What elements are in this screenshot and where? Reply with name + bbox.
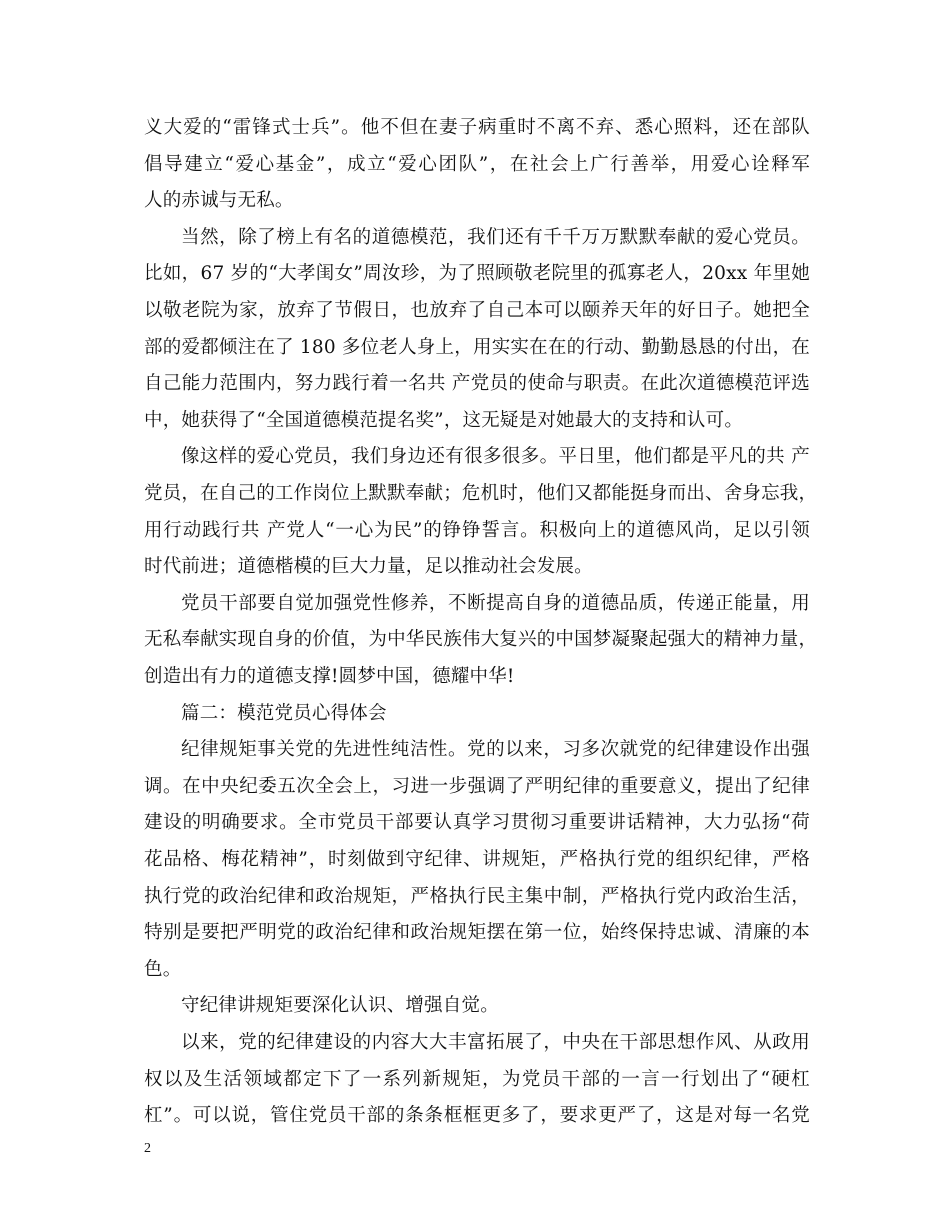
text-line: 调。在中央纪委五次全会上，习进一步强调了严明纪律的重要意义，提出了纪律 — [144, 775, 810, 797]
text-line: 党员，在自己的工作岗位上默默奉献；危机时，他们又都能挺身而出、舍身忘我， — [144, 483, 818, 504]
text-line: 无私奉献实现自身的价值，为中华民族伟大复兴的中国梦凝聚起强大的精神力量， — [144, 629, 818, 651]
text-line: 倡导建立“爱心基金”，成立“爱心团队”，在社会上广行善举，用爱心诠释军 — [144, 153, 810, 175]
text-line: 以敬老院为家，放弃了节假日，也放弃了自己本可以颐养天年的好日子。她把全 — [144, 300, 810, 321]
text-line: 比如，67 岁的“大孝闺女”周汝珍，为了照顾敬老院里的孤寡老人，20xx 年里她 — [144, 263, 810, 285]
text-line: 自己能力范围内，努力践行着一名共 产党员的使命与职责。在此次道德模范评选 — [144, 373, 810, 395]
text-line: 用行动践行共 产党人“一心为民”的铮铮誓言。积极向上的道德风尚，足以引领 — [144, 519, 810, 541]
text-line: 当然，除了榜上有名的道德模范，我们还有千千万万默默奉献的爱心党员。 — [181, 226, 810, 248]
text-line: 时代前进；道德楷模的巨大力量，足以推动社会发展。 — [144, 556, 593, 578]
text-line: 人的赤诚与无私。 — [144, 190, 294, 212]
text-line: 创造出有力的道德支撑!圆梦中国，德耀中华! — [144, 666, 515, 687]
text-line: 色。 — [144, 958, 182, 980]
page-number: 2 — [144, 1141, 151, 1156]
text-line: 党员干部要自觉加强党性修养，不断提高自身的道德品质，传递正能量，用 — [181, 592, 810, 614]
text-line: 以来，党的纪律建设的内容大大丰富拓展了，中央在干部思想作风、从政用 — [181, 1032, 810, 1053]
text-line: 篇二：模范党员心得体会 — [181, 702, 387, 724]
text-line: 守纪律讲规矩要深化认识、增强自觉。 — [181, 995, 499, 1017]
text-line: 建设的明确要求。全市党员干部要认真学习贯彻习重要讲话精神，大力弘扬“荷 — [144, 812, 810, 834]
text-line: 像这样的爱心党员，我们身边还有很多很多。平日里，他们都是平凡的共 产 — [181, 446, 810, 468]
text-line: 义大爱的“雷锋式士兵”。他不但在妻子病重时不离不弃、悉心照料，还在部队 — [144, 117, 810, 138]
text-line: 中，她获得了“全国道德模范提名奖”，这无疑是对她最大的支持和认可。 — [144, 409, 744, 431]
text-line: 权以及生活领域都定下了一系列新规矩，为党员干部的一言一行划出了“硬杠 — [144, 1068, 810, 1090]
text-line: 杠”。可以说，管住党员干部的条条框框更多了，要求更严了，这是对每一名党 — [144, 1105, 810, 1127]
text-line: 部的爱都倾注在了 180 多位老人身上，用实实在在的行动、勤勤恳恳的付出，在 — [144, 336, 810, 358]
text-line: 执行党的政治纪律和政治规矩，严格执行民主集中制，严格执行党内政治生活， — [144, 885, 810, 907]
text-line: 花品格、梅花精神”，时刻做到守纪律、讲规矩，严格执行党的组织纪律，严格 — [144, 849, 810, 870]
text-line: 纪律规矩事关党的先进性纯洁性。党的以来，习多次就党的纪律建设作出强 — [181, 739, 810, 761]
text-line: 特别是要把严明党的政治纪律和政治规矩摆在第一位，始终保持忠诚、清廉的本 — [144, 922, 810, 944]
